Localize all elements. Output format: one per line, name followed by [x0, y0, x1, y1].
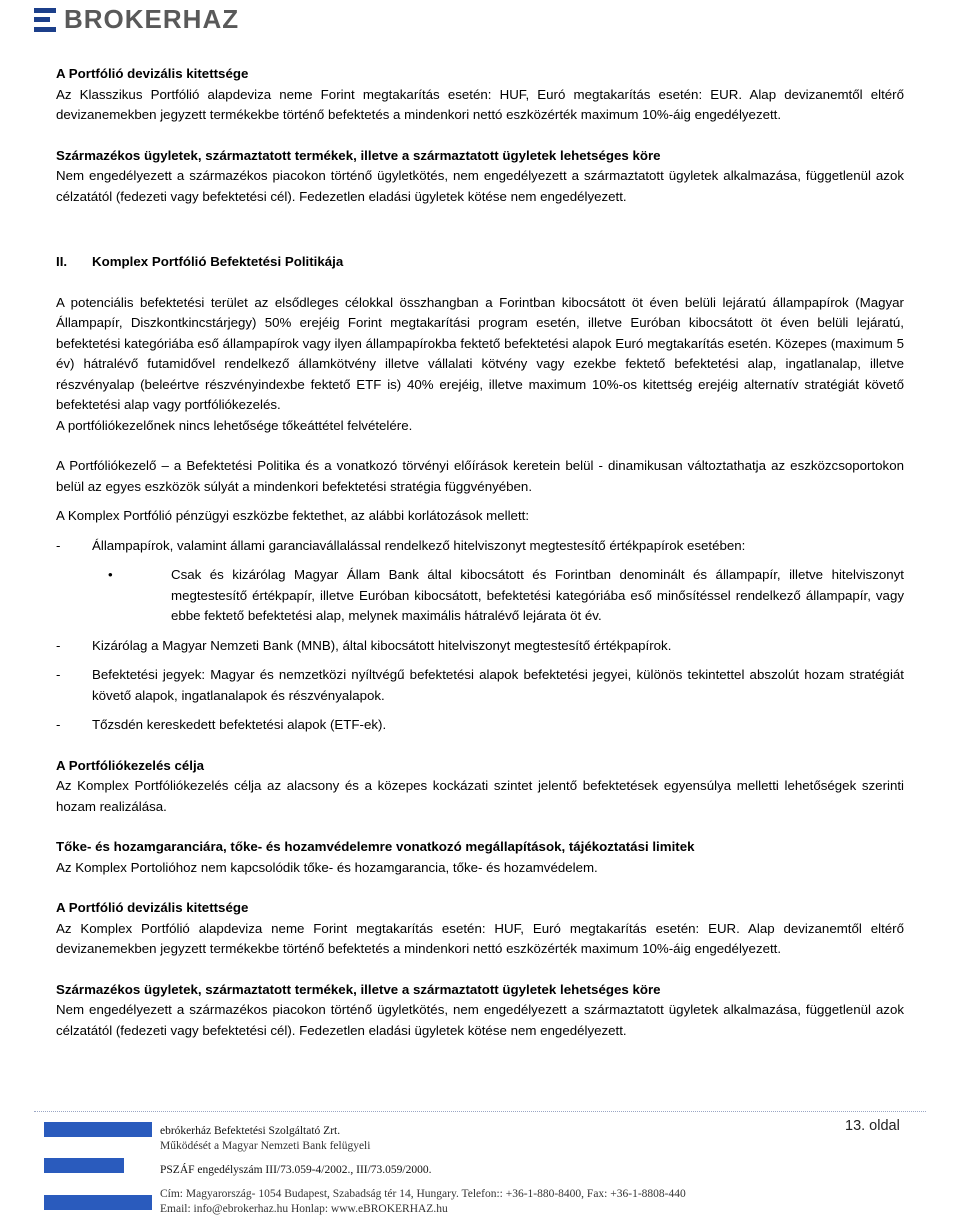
dash-marker: -	[56, 637, 61, 653]
section-heading: A Portfólió devizális kitettsége	[56, 66, 249, 81]
paragraph: A potenciális befektetési terület az elsődleges célokkal összhangban a Forintban kibocsátott öt éven belüli lejáratú állampapírok (Magyar Állampapír, Diszkontkincstárjegy) 50% erejéig Forint megtakarítási program esetén, illetve Euróban kibocsátott öt éven belüli lejáratú, befektetési kategóriába eső állampapírok vagy ilyen állampapírokba fektető befektetési alapok Euró megtakarítás esetén. Közepes (maximum 5 év) hátralévő futamidővel rendelkező államkötvény illetve vállalati kötvény vagy ezekbe fektető befektetési alap, ingatlanalap, illetve részvényalap (beleértve részvényindexbe fektető ETF is) 40% erejéig, illetve maximum 10%-os kitettség erejéig alternatív stratégiát követő befektetési alap vagy portfóliókezelés.	[56, 294, 904, 412]
list-item-text: Tőzsdén kereskedett befektetési alapok (ETF-ek).	[92, 717, 387, 732]
footer-divider	[34, 1111, 926, 1112]
chapter-number: II.	[56, 254, 68, 269]
chapter-title: Komplex Portfólió Befektetési Politikája	[92, 254, 344, 269]
footer-supervision: Működését a Magyar Nemzeti Bank felügyeli	[160, 1140, 371, 1152]
paragraph: A Portfóliókezelő – a Befektetési Politika és a vonatkozó törvényi előírások keretein belül - dinamikusan változtathatja az eszközcsoportokon belül az egyes eszközök súlyát a mindenkori befektetési stratégia függvényében.	[56, 458, 904, 494]
logo-text: BROKERHAZ	[64, 4, 240, 34]
section-heading: Tőke- és hozamgaranciára, tőke- és hozamvédelemre vonatkozó megállapítások, tájékoztatási limitek	[56, 839, 695, 854]
list-item	[56, 665, 904, 706]
bullet-marker: •	[108, 567, 113, 582]
page-header	[0, 0, 960, 40]
paragraph: Nem engedélyezett a származékos piacokon történő ügyletkötés, nem engedélyezett a származtatott ügyletek alkalmazása, függetlenül azok célzatától (fedezeti vagy befektetési cél). Fedezetlen eladási ügyletek kötése nem engedélyezett.	[56, 168, 904, 204]
brokerhaz-logo[interactable]	[34, 4, 239, 35]
dash-marker: -	[56, 667, 61, 682]
list-item	[56, 636, 904, 657]
page-footer	[0, 1110, 960, 1213]
paragraph: Az Klasszikus Portfólió alapdeviza neme Forint megtakarítás esetén: HUF, Euró megtakarítás esetén: EUR. Alap devizanemtől eltérő devizanemekben jegyzett termékekbe történő befektetés a mindenkori nettó eszközérték maximum 10%-áig engedélyezett.	[56, 86, 904, 122]
chapter-heading	[56, 252, 904, 273]
page-number: 13. oldal	[845, 1118, 900, 1134]
section-heading: A Portfóliókezelés célja	[56, 757, 205, 773]
paragraph: A Komplex Portfólió pénzügyi eszközbe fektethet, az alábbi korlátozások mellett:	[56, 508, 530, 523]
footer-company-info	[160, 1124, 800, 1217]
section-heading: A Portfólió devizális kitettsége	[56, 900, 249, 915]
paragraph: Nem engedélyezett a származékos piacokon történő ügyletkötés, nem engedélyezett a származtatott ügyletek alkalmazása, függetlenül azok célzatától (fedezeti vagy befektetési cél). Fedezetlen eladási ügyletek kötése nem engedélyezett.	[56, 1002, 904, 1038]
paragraph: Az Komplex Portfólió alapdeviza neme Forint megtakarítás esetén: HUF, Euró megtakarítás esetén: EUR. Alap devizanemtől eltérő devizanemekben jegyzett termékekbe történő befektetés a mindenkori nettó eszközérték maximum 10%-áig engedélyezett.	[56, 920, 904, 956]
section-heading: Származékos ügyletek, származtatott termékek, illetve a származtatott ügyletek lehetséges köre	[56, 981, 661, 997]
footer-company: ebrókerház Befektetési Szolgáltató Zrt.	[160, 1125, 341, 1137]
list-item-text: Befektetési jegyek: Magyar és nemzetközi nyíltvégű befektetési alapok befektetési jegyei, különös tekintettel abszolút hozam stratégiát követő alapok, ingatlanalapok és részvényalapok.	[92, 667, 904, 703]
list-item-text: Csak és kizárólag Magyar Állam Bank által kibocsátott és Forintban denominált és állampapír, illetve hitelviszonyt megtestesítő értékpapír, illetve Euróban kibocsátott, befektetési kategóriába eső minősítéssel rendelkező állampapír, vagy ebbe fektető befektetési alap, melynek maximális hátralévő lejárata öt év.	[171, 567, 904, 623]
section-heading: Származékos ügyletek, származtatott termékek, illetve a származtatott ügyletek lehetséges köre	[56, 147, 661, 163]
dash-marker: -	[56, 717, 61, 732]
footer-license: PSZÁF engedélyszám III/73.059-4/2002., III/73.059/2000.	[160, 1164, 432, 1176]
list-item-text: Állampapírok, valamint állami garanciavállalással rendelkező hitelviszonyt megtestesítő értékpapírok esetében:	[92, 537, 746, 553]
paragraph: Az Komplex Portfóliókezelés célja az alacsony és a közepes kockázati szintet jelentő befektetések egyensúlya melletti lehetőségek szerinti hozam realizálása.	[56, 778, 904, 814]
paragraph: A portfóliókezelőnek nincs lehetősége tőkeáttétel felvételére.	[56, 417, 413, 433]
footer-address: Cím: Magyarország- 1054 Budapest, Szabadság tér 14, Hungary. Telefon:: +36-1-880-8400, Fax: +36-1-8808-440	[160, 1188, 686, 1200]
footer-logo-mark-icon	[44, 1122, 152, 1210]
list-item-text: Kizárólag a Magyar Nemzeti Bank (MNB), által kibocsátott hitelviszonyt megtestesítő értékpapírok.	[92, 637, 672, 653]
logo-mark-icon	[34, 8, 56, 32]
sub-list-item	[92, 565, 904, 627]
paragraph: Az Komplex Portolióhoz nem kapcsolódik tőke- és hozamgarancia, tőke- és hozamvédelem.	[56, 859, 598, 875]
dash-marker: -	[56, 537, 61, 553]
list-item	[56, 536, 904, 557]
footer-contact: Email: info@ebrokerhaz.hu Honlap: www.eBROKERHAZ.hu	[160, 1203, 448, 1215]
document-body	[56, 64, 904, 1041]
list-item	[56, 715, 904, 736]
